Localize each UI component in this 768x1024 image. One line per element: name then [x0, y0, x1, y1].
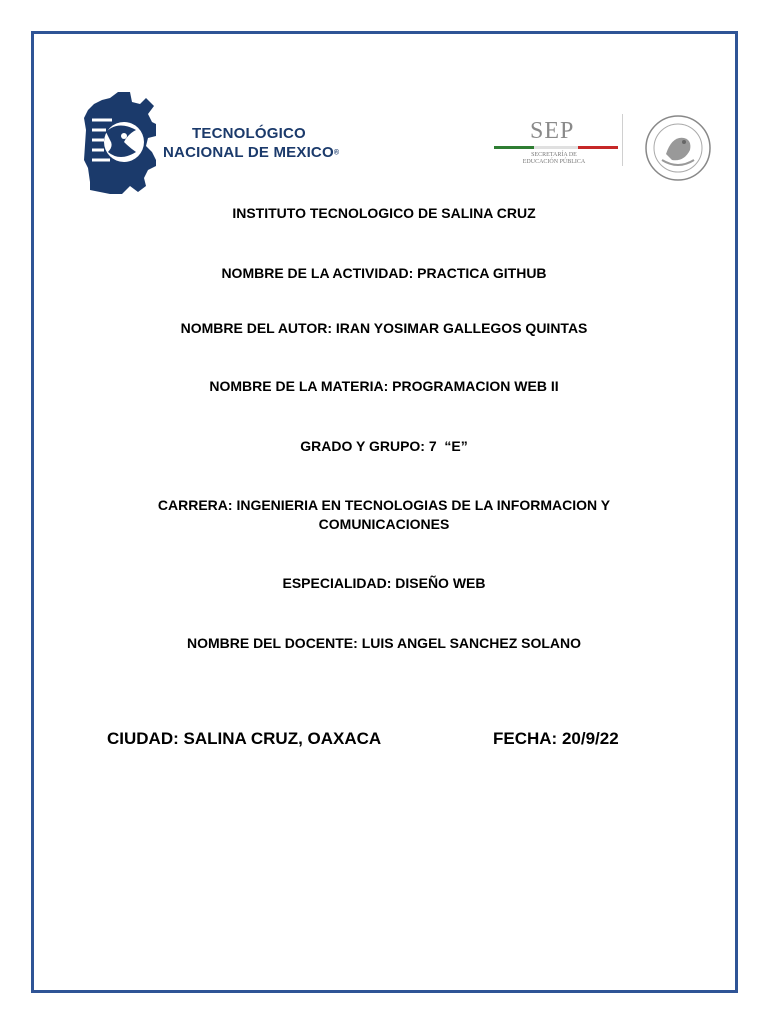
tecnm-line2: NACIONAL DE MEXICO — [163, 144, 334, 161]
tecnm-wordmark: TECNOLÓGICO NACIONAL DE MEXICO® — [163, 125, 340, 161]
author-name: NOMBRE DEL AUTOR: IRAN YOSIMAR GALLEGOS QUINTAS — [180, 320, 588, 336]
institute-name: INSTITUTO TECNOLOGICO DE SALINA CRUZ — [232, 205, 536, 221]
grade-group: GRADO Y GRUPO: 7 “E” — [300, 438, 468, 454]
city-label: CIUDAD: SALINA CRUZ, OAXACA — [107, 729, 382, 748]
career-line1: CARRERA: INGENIERIA EN TECNOLOGIAS DE LA INFORMACION Y — [157, 497, 611, 513]
national-seal-icon — [644, 114, 712, 182]
date-label: FECHA: 20/9/22 — [493, 729, 619, 748]
activity-name: NOMBRE DE LA ACTIVIDAD: PRACTICA GITHUB — [221, 265, 547, 281]
sep-title: SEP — [530, 118, 575, 144]
subject-name: NOMBRE DE LA MATERIA: PROGRAMACION WEB II — [209, 378, 559, 394]
tecnm-line1: TECNOLÓGICO — [192, 125, 306, 142]
sep-subtitle-1: SECRETARÍA DE — [531, 152, 577, 158]
career-line2: COMUNICACIONES — [318, 516, 450, 532]
specialty: ESPECIALIDAD: DISEÑO WEB — [282, 575, 486, 591]
sep-subtitle — [514, 152, 594, 166]
sep-subtitle-2: EDUCACIÓN PÚBLICA — [522, 159, 586, 165]
tecnm-gear-logo-icon — [84, 90, 156, 196]
logo-divider — [622, 114, 623, 166]
teacher-name: NOMBRE DEL DOCENTE: LUIS ANGEL SANCHEZ SOLANO — [186, 635, 582, 651]
